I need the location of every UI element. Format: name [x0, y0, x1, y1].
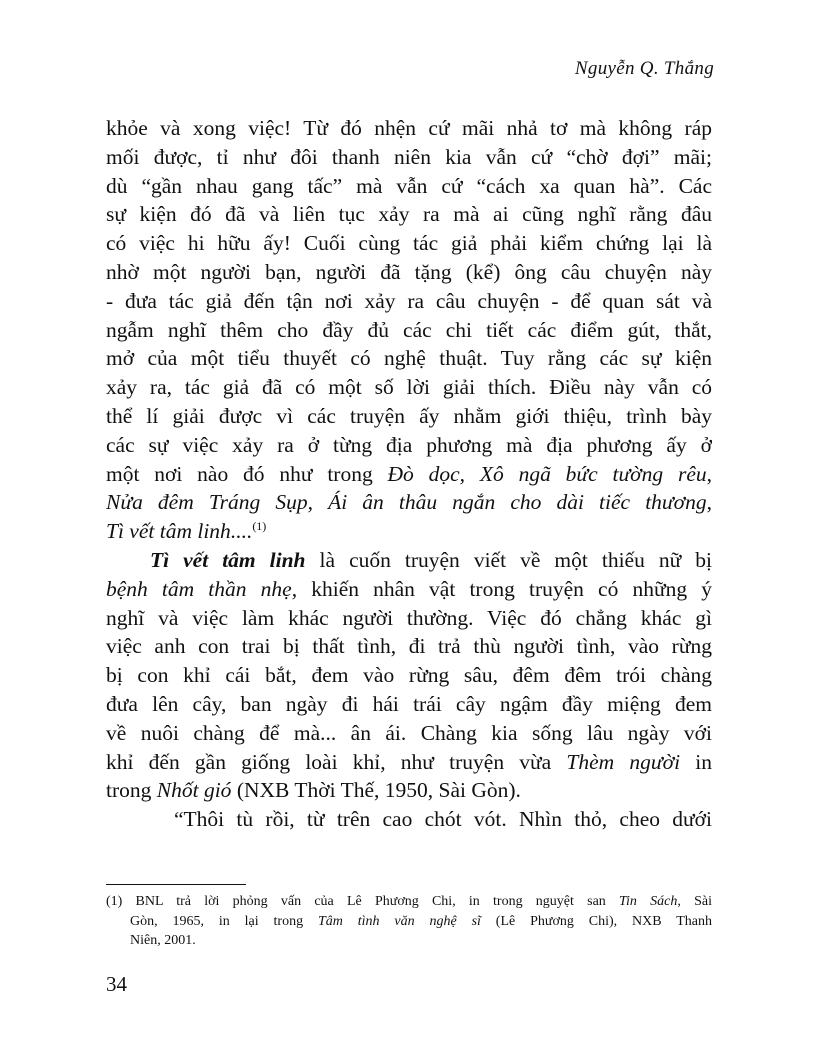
- footnote-line: Niên, 2001.: [130, 933, 196, 948]
- text-line: mở của một tiểu thuyết có nghệ thuật. Tuy rằng các sự kiện: [106, 346, 712, 371]
- text-line: [106, 575, 712, 604]
- text-line: nghĩ và việc làm khác người thường. Việc đó chẳng khác gì: [106, 605, 712, 630]
- text-run: BNL trả lời phỏng vấn của Lê Phương Chi, in trong nguyệt san: [122, 894, 620, 909]
- work-title: Tin Sách: [619, 894, 678, 909]
- work-title: Nửa đêm Tráng Sụp: [106, 490, 308, 515]
- text-run: ....: [230, 519, 253, 544]
- paragraph-1: [106, 114, 712, 546]
- text-run: in: [680, 749, 712, 774]
- text-run: là cuốn truyện viết về một thiếu nữ bị: [305, 547, 712, 572]
- body-text: [106, 114, 712, 834]
- emphasis-text: bệnh tâm thần nhẹ,: [106, 576, 298, 601]
- text-line: bị con khỉ cái bắt, đem vào rừng sâu, đêm đêm trói chàng: [106, 663, 712, 688]
- footnote-line: [106, 912, 712, 932]
- text-line: khỏe và xong việc! Từ đó nhện cứ mãi nhả tơ mà không ráp: [106, 116, 712, 140]
- footnote-line: [106, 892, 712, 912]
- work-title: Thèm người: [566, 749, 681, 774]
- text-line: [106, 460, 712, 489]
- text-line: [106, 776, 712, 805]
- text-line: [106, 517, 712, 546]
- text-run: ,: [459, 461, 480, 486]
- work-title: Ái ân thâu ngắn cho dài tiếc thương: [328, 490, 707, 515]
- paragraph-3: [106, 805, 712, 834]
- footnote-mark: (1): [106, 894, 123, 909]
- text-line: có việc hi hữu ấy! Cuối cùng tác giả phải kiểm chứng lại là: [106, 231, 712, 256]
- footnote-reference: (1): [252, 519, 267, 533]
- work-title: Nhốt gió: [156, 778, 232, 803]
- work-title: Xô ngã bức tường rêu: [479, 461, 707, 486]
- paragraph-2: [106, 546, 712, 805]
- page-number: 34: [106, 972, 127, 996]
- text-run: (Lê Phương Chi), NXB Thanh: [480, 913, 712, 929]
- text-run: , Sài: [677, 894, 712, 909]
- text-line: xảy ra, tác giả đã có một số lời giải thích. Điều này vẫn có: [106, 375, 712, 400]
- footnote: [106, 892, 712, 951]
- work-title: Đò dọc: [387, 461, 460, 486]
- text-run: ,: [706, 461, 712, 486]
- text-line: các sự việc xảy ra ở từng địa phương mà địa phương ấy ở: [106, 432, 712, 457]
- text-line: [106, 488, 712, 517]
- text-run: khỉ đến gần giống loài khỉ, như truyện vừa: [106, 749, 567, 774]
- text-line: về nuôi chàng để mà... ân ái. Chàng kia sống lâu ngày với: [106, 720, 712, 745]
- work-title: Tì vết tâm linh: [150, 547, 306, 572]
- text-run: trong: [106, 778, 157, 803]
- work-title: Tì vết tâm linh: [106, 519, 231, 544]
- text-run: ,: [307, 490, 329, 515]
- text-line: [106, 546, 712, 575]
- text-line: dù “gần nhau gang tấc” mà vẫn cứ “cách xa quan hà”. Các: [106, 173, 712, 198]
- text-line: việc anh con trai bị thất tình, đi trả thù người tình, vào rừng: [106, 634, 712, 659]
- text-line: sự kiện đó đã và liên tục xảy ra mà ai cũng nghĩ rằng đâu: [106, 202, 712, 227]
- text-line: ngẫm nghĩ thêm cho đầy đủ các chi tiết các điểm gút, thắt,: [106, 317, 712, 342]
- running-header-author: Nguyễn Q. Thắng: [574, 58, 714, 79]
- text-run: một nơi nào đó như trong: [106, 461, 388, 486]
- text-line: [106, 748, 712, 777]
- text-line: - đưa tác giả đến tận nơi xảy ra câu chuyện - để quan sát và: [106, 288, 712, 313]
- text-line: thể lí giải được vì các truyện ấy nhằm giới thiệu, trình bày: [106, 403, 712, 428]
- text-line: “Thôi tù rồi, từ trên cao chót vót. Nhìn thỏ, cheo dưới: [174, 807, 712, 832]
- text-line: nhờ một người bạn, người đã tặng (kể) ông câu chuyện này: [106, 259, 712, 284]
- text-run: (NXB Thời Thế, 1950, Sài Gòn).: [231, 778, 521, 803]
- work-title: Tâm tình văn nghệ sĩ: [317, 913, 481, 929]
- text-line: đưa lên cây, ban ngày đi hái trái cây ngậm đầy miệng đem: [106, 691, 712, 716]
- text-run: Gòn, 1965, in lại trong: [130, 913, 318, 929]
- text-run: ,: [706, 490, 712, 515]
- text-line: mối được, tỉ như đôi thanh niên kia vẫn cứ “chờ đợi” mãi;: [106, 144, 712, 169]
- footnote-divider: [106, 884, 246, 885]
- text-run: khiến nhân vật trong truyện có những ý: [297, 576, 712, 601]
